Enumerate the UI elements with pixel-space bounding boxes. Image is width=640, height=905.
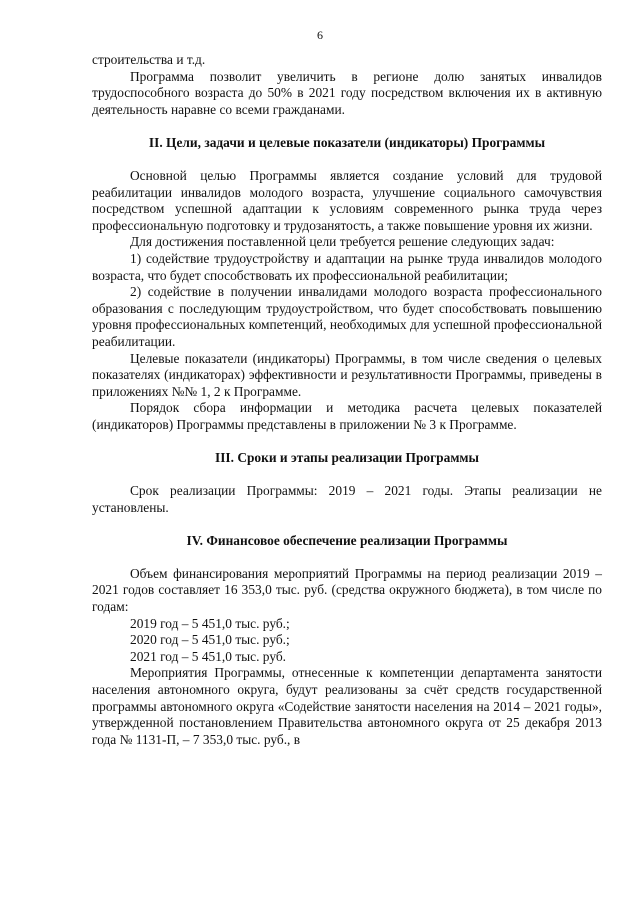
section-2-paragraph: Порядок сбора информации и методика расчета целевых показателей (индикаторов) Программы представлены в приложении № 3 к Программе.	[92, 400, 602, 432]
section-3-heading: III. Сроки и этапы реализации Программы	[214, 450, 480, 466]
section-4-paragraph: Объем финансирования мероприятий Программы на период реализации 2019 – 2021 годов составляет 16 353,0 тыс. руб. (средства окружного бюджета), в том числе по годам:	[92, 565, 602, 615]
section-2-heading: II. Цели, задачи и целевые показатели (индикаторы) Программы	[148, 135, 546, 151]
section-2-paragraph: Для достижения поставленной цели требуется решение следующих задач:	[130, 234, 555, 250]
intro-paragraph: Программа позволит увеличить в регионе долю занятых инвалидов трудоспособного возраста до 50% в 2021 году посредством включения их в активную деятельность наравне со всеми гражданами.	[92, 68, 602, 117]
section-2-paragraph: Основной целью Программы является создание условий для трудовой реабилитации инвалидов молодого возраста, улучшение социального самочувствия посредством успешной адаптации к условиям современного рынка труда через профессиональную подготовку и трудозанятость, а также повышение уровня их жизни.	[92, 167, 602, 233]
document-body	[92, 52, 602, 748]
task-item: 1) содействие трудоустройству и адаптации на рынке труда инвалидов молодого возраста, что будет способствовать их профессиональной реабилитации;	[92, 250, 602, 283]
section-3-paragraph: Срок реализации Программы: 2019 – 2021 годы. Этапы реализации не установлены.	[92, 483, 602, 515]
funding-year-item: 2019 год – 5 451,0 тыс. руб.;	[130, 615, 290, 631]
section-4-paragraph: Мероприятия Программы, отнесенные к компетенции департамента занятости населения автономного округа, будут реализованы за счёт средств государственной программы автономного округа «Содействие занятости населения на 2014 – 2021 годы», утвержденной постановлением Правительства автономного округа от 25 декабря 2013 года № 1131-П, – 7 353,0 тыс. руб., в	[92, 665, 602, 747]
section-2-paragraph: Целевые показатели (индикаторы) Программы, в том числе сведения о целевых показателях (индикаторах) эффективности и результативности Программы, приведены в приложениях №№ 1, 2 к Программе.	[92, 350, 602, 399]
task-item: 2) содействие в получении инвалидами молодого возраста профессионального образования с последующим трудоустройством, что будет способствовать повышению уровня профессиональных компетенций, необходимых для успешной профессиональной реабилитации.	[92, 284, 602, 349]
funding-year-item: 2021 год – 5 451,0 тыс. руб.	[130, 648, 287, 664]
continued-text: строительства и т.д.	[92, 52, 206, 67]
section-4-heading: IV. Финансовое обеспечение реализации Программы	[186, 533, 508, 549]
funding-year-item: 2020 год – 5 451,0 тыс. руб.;	[130, 632, 290, 648]
page-number: 6	[317, 28, 323, 42]
